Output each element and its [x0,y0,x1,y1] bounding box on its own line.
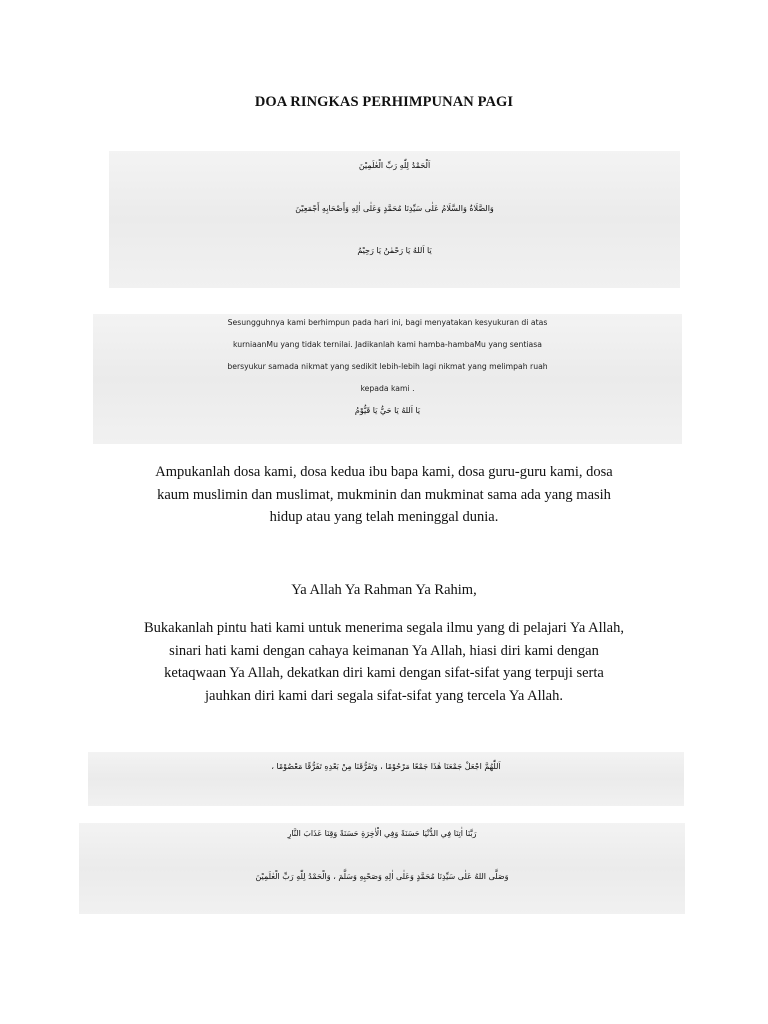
paragraph-line: kaum muslimin dan muslimat, mukminin dan mukminat sama ada yang masih [157,486,611,503]
invocation-line: Ya Allah Ya Rahman Ya Rahim, [291,582,477,598]
paragraph-line: Bukakanlah pintu hati kami untuk menerima segala ilmu yang di pelajari Ya Allah, [143,620,624,636]
arabic-closing-salawat-line: وَصَلَّى اللهُ عَلٰى سَيِّدِنَا مُحَمَّدٍ وَعَلٰى اٰلِهِ وَصَحْبِهِ وَسَلَّمَ ، وَالْحَمْدُ لِلّٰهِ رَبِّ الْعٰلَمِيْنَ [255,872,509,881]
arabic-ya-rahman-line: يَا اَللهُ يَا رَحْمٰنُ يَا رَحِيْمُ [357,246,432,255]
paragraph-line: Ampukanlah dosa kami, dosa kedua ibu bapa kami, dosa guru-guru kami, dosa [155,464,613,480]
arabic-hamdalah-line: اَلْحَمْدُ لِلّٰهِ رَبِّ الْعٰلَمِيْنَ [358,161,431,170]
malay-scan-line: Sesungguhnya kami berhimpun pada hari ini, bagi menyatakan kesyukuran di atas [227,318,548,327]
paragraph-line: hidup atau yang telah meninggal dunia. [269,509,499,525]
arabic-salawat-line: وَالصَّلَاةُ وَالسَّلَامُ عَلٰى سَيِّدِنَا مُحَمَّدٍ وَعَلٰى اٰلِهِ وَأَصْحَابِهِ أَجْمَعِيْنَ [295,204,494,213]
paragraph-line: ketaqwaan Ya Allah, dekatkan diri kami dengan sifat-sifat yang terpuji serta [164,665,604,681]
arabic-gathering-scan [88,752,684,806]
malay-scan-line: bersyukur samada nikmat yang sedikit lebih-lebih lagi nikmat yang melimpah ruah [227,362,548,371]
page-title: DOA RINGKAS PERHIMPUNAN PAGI [254,94,514,110]
malay-gratitude-scan [93,314,682,444]
arabic-rabbana-line: رَبَّنَا اٰتِنَا فِي الدُّنْيَا حَسَنَةً وَفِي الْاٰخِرَةِ حَسَنَةً وَقِنَا عَذَابَ النَّارِ [287,829,477,838]
paragraph-line: sinari hati kami dengan cahaya keimanan Ya Allah, hiasi diri kami dengan [169,642,599,659]
forgiveness-paragraph [84,461,684,529]
knowledge-paragraph [84,617,684,707]
arabic-opening-scan [109,151,680,288]
arabic-closing-scan [79,823,685,914]
arabic-ya-hayyu-line: يَا اَللهُ يَا حَيُّ يَا قَيُّوْمُ [354,406,421,415]
malay-scan-line: kepada kami . [360,384,415,393]
paragraph-line: jauhkan diri kami dari segala sifat-sifat yang tercela Ya Allah. [205,687,563,704]
arabic-gathering-line: اَللّٰهُمَّ اجْعَلْ جَمْعَنَا هٰذَا جَمْعًا مَرْحُوْمًا ، وَتَفَرُّقَنَا مِنْ بَعْدِهِ تَفَرُّقًا مَعْصُوْمًا ، [271,762,501,771]
malay-scan-line: kurniaanMu yang tidak ternilai. Jadikanlah kami hamba-hambaMu yang sentiasa [233,340,542,349]
